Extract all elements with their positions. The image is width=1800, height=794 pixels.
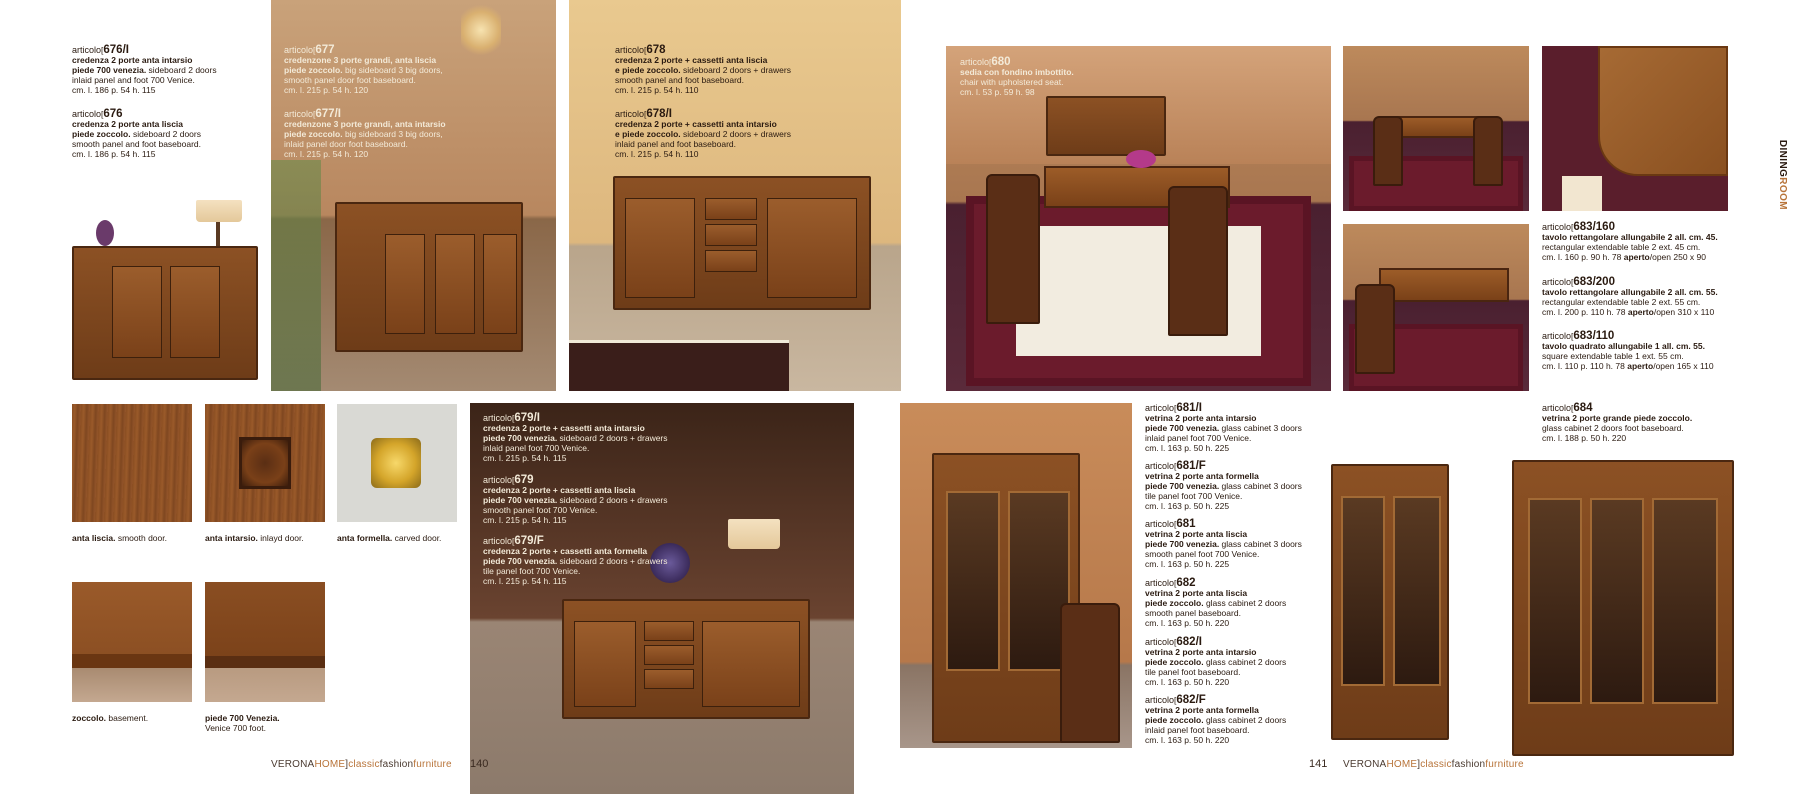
caption-679-F: articolo[679/F credenza 2 porte + cassetti anta formella piede 700 venezia. sideboard 2 doors + drawers tile panel foot 700 Venice. cm. l. 215 p. 54 h. 115 xyxy=(483,535,668,586)
footer-brand-right: VERONAHOME]classicfashionfurniture xyxy=(1343,759,1524,770)
caption-676-I: articolo[676/I credenza 2 porte anta intarsio piede 700 venezia. sideboard 2 doors inlaid panel and foot 700 Venice. cm. l. 186 p. 54 h. 115 xyxy=(72,44,217,95)
swatch-smooth-door xyxy=(72,404,192,522)
caption-681: articolo[681 vetrina 2 porte anta liscia piede 700 venezia. glass cabinet 3 doors smooth panel foot 700 Venice. cm. l. 163 p. 50 h. 225 xyxy=(1145,518,1302,569)
caption-676: articolo[676 credenza 2 porte anta liscia piede zoccolo. sideboard 2 doors smooth panel and foot baseboard. cm. l. 186 p. 54 h. 115 xyxy=(72,108,202,159)
swatch-caption-basement: zoccolo. basement. xyxy=(72,713,149,723)
product-676-image xyxy=(60,150,270,390)
dining-table-photo-2 xyxy=(1343,224,1529,391)
caption-682-I: articolo[682/I vetrina 2 porte anta intarsio piede zoccolo. glass cabinet 2 doors tile panel foot baseboard. cm. l. 163 p. 50 h. 220 xyxy=(1145,636,1287,687)
product-680-photo xyxy=(946,46,1331,391)
product-684-image xyxy=(1508,460,1736,760)
caption-680: articolo[680 sedia con fondino imbottito. chair with upholstered seat. cm. l. 53 p. 59 h. 98 xyxy=(960,56,1074,97)
caption-678: articolo[678 credenza 2 porte + cassetti anta liscia e piede zoccolo. sideboard 2 doors + drawers smooth panel and foot baseboard. cm. l. 215 p. 54 h. 110 xyxy=(615,44,791,95)
caption-683-110: articolo[683/110 tavolo quadrato allungabile 1 all. cm. 55. square extendable table 1 ext. 55 cm. cm. l. 110 p. 110 h. 78 aperto/open 165 x 110 xyxy=(1542,330,1714,371)
caption-684: articolo[684 vetrina 2 porte grande piede zoccolo. glass cabinet 2 doors foot baseboard. cm. l. 188 p. 50 h. 220 xyxy=(1542,402,1693,443)
table-detail-photo xyxy=(1542,46,1728,211)
swatch-caption-venice-foot: piede 700 Venezia. Venice 700 foot. xyxy=(205,713,280,733)
swatch-venice-foot xyxy=(205,582,325,702)
swatch-basement xyxy=(72,582,192,702)
caption-677: articolo[677 credenzone 3 porte grandi, anta liscia piede zoccolo. big sideboard 3 big doors, smooth panel door foot baseboard. cm. l. 215 p. 54 h. 120 xyxy=(284,44,443,95)
caption-677-I: articolo[677/I credenzone 3 porte grandi, anta intarsio piede zoccolo. big sideboard 3 big doors, inlaid panel door foot baseboard. cm. l. 215 p. 54 h. 120 xyxy=(284,108,446,159)
dining-table-photo-1 xyxy=(1343,46,1529,211)
caption-683-200: articolo[683/200 tavolo rettangolare allungabile 2 all. cm. 55. rectangular extendable table 2 ext. 55 cm. cm. l. 200 p. 110 h. 78 aperto/open 310 x 110 xyxy=(1542,276,1718,317)
swatch-caption-inlaid: anta intarsio. inlayd door. xyxy=(205,533,304,543)
swatch-caption-carved: anta formella. carved door. xyxy=(337,533,442,543)
caption-681-I: articolo[681/I vetrina 2 porte anta intarsio piede 700 venezia. glass cabinet 3 doors inlaid panel foot 700 Venice. cm. l. 163 p. 50 h. 225 xyxy=(1145,402,1302,453)
product-682-image xyxy=(1325,460,1455,750)
swatch-carved-door xyxy=(337,404,457,522)
product-681-photo xyxy=(900,403,1132,748)
page-number-right: 141 xyxy=(1309,758,1328,770)
caption-679-I: articolo[679/I credenza 2 porte + cassetti anta intarsio piede 700 venezia. sideboard 2 doors + drawers inlaid panel foot 700 Venice. cm. l. 215 p. 54 h. 115 xyxy=(483,412,668,463)
caption-682: articolo[682 vetrina 2 porte anta liscia piede zoccolo. glass cabinet 2 doors smooth panel baseboard. cm. l. 163 p. 50 h. 220 xyxy=(1145,577,1287,628)
swatch-caption-smooth: anta liscia. smooth door. xyxy=(72,533,167,543)
page-number-left: 140 xyxy=(470,758,489,770)
caption-681-F: articolo[681/F vetrina 2 porte anta formella piede 700 venezia. glass cabinet 3 doors tile panel foot 700 Venice. cm. l. 163 p. 50 h. 225 xyxy=(1145,460,1302,511)
caption-678-I: articolo[678/I credenza 2 porte + cassetti anta intarsio e piede zoccolo. sideboard 2 doors + drawers inlaid panel and foot baseboard. cm. l. 215 p. 54 h. 110 xyxy=(615,108,791,159)
caption-683-160: articolo[683/160 tavolo rettangolare allungabile 2 all. cm. 45. rectangular extendable table 2 ext. 45 cm. cm. l. 160 p. 90 h. 78 aperto/open 250 x 90 xyxy=(1542,221,1718,262)
footer-brand-left: VERONAHOME]classicfashionfurniture xyxy=(271,759,452,770)
caption-679: articolo[679 credenza 2 porte + cassetti anta liscia piede 700 venezia. sideboard 2 doors + drawers smooth panel foot 700 Venice. cm. l. 215 p. 54 h. 115 xyxy=(483,474,668,525)
section-tab-dining-room: DININGROOM xyxy=(1777,139,1788,210)
caption-682-F: articolo[682/F vetrina 2 porte anta formella piede zoccolo. glass cabinet 2 doors inlaid panel foot baseboard. cm. l. 163 p. 50 h. 220 xyxy=(1145,694,1287,745)
swatch-inlaid-door xyxy=(205,404,325,522)
